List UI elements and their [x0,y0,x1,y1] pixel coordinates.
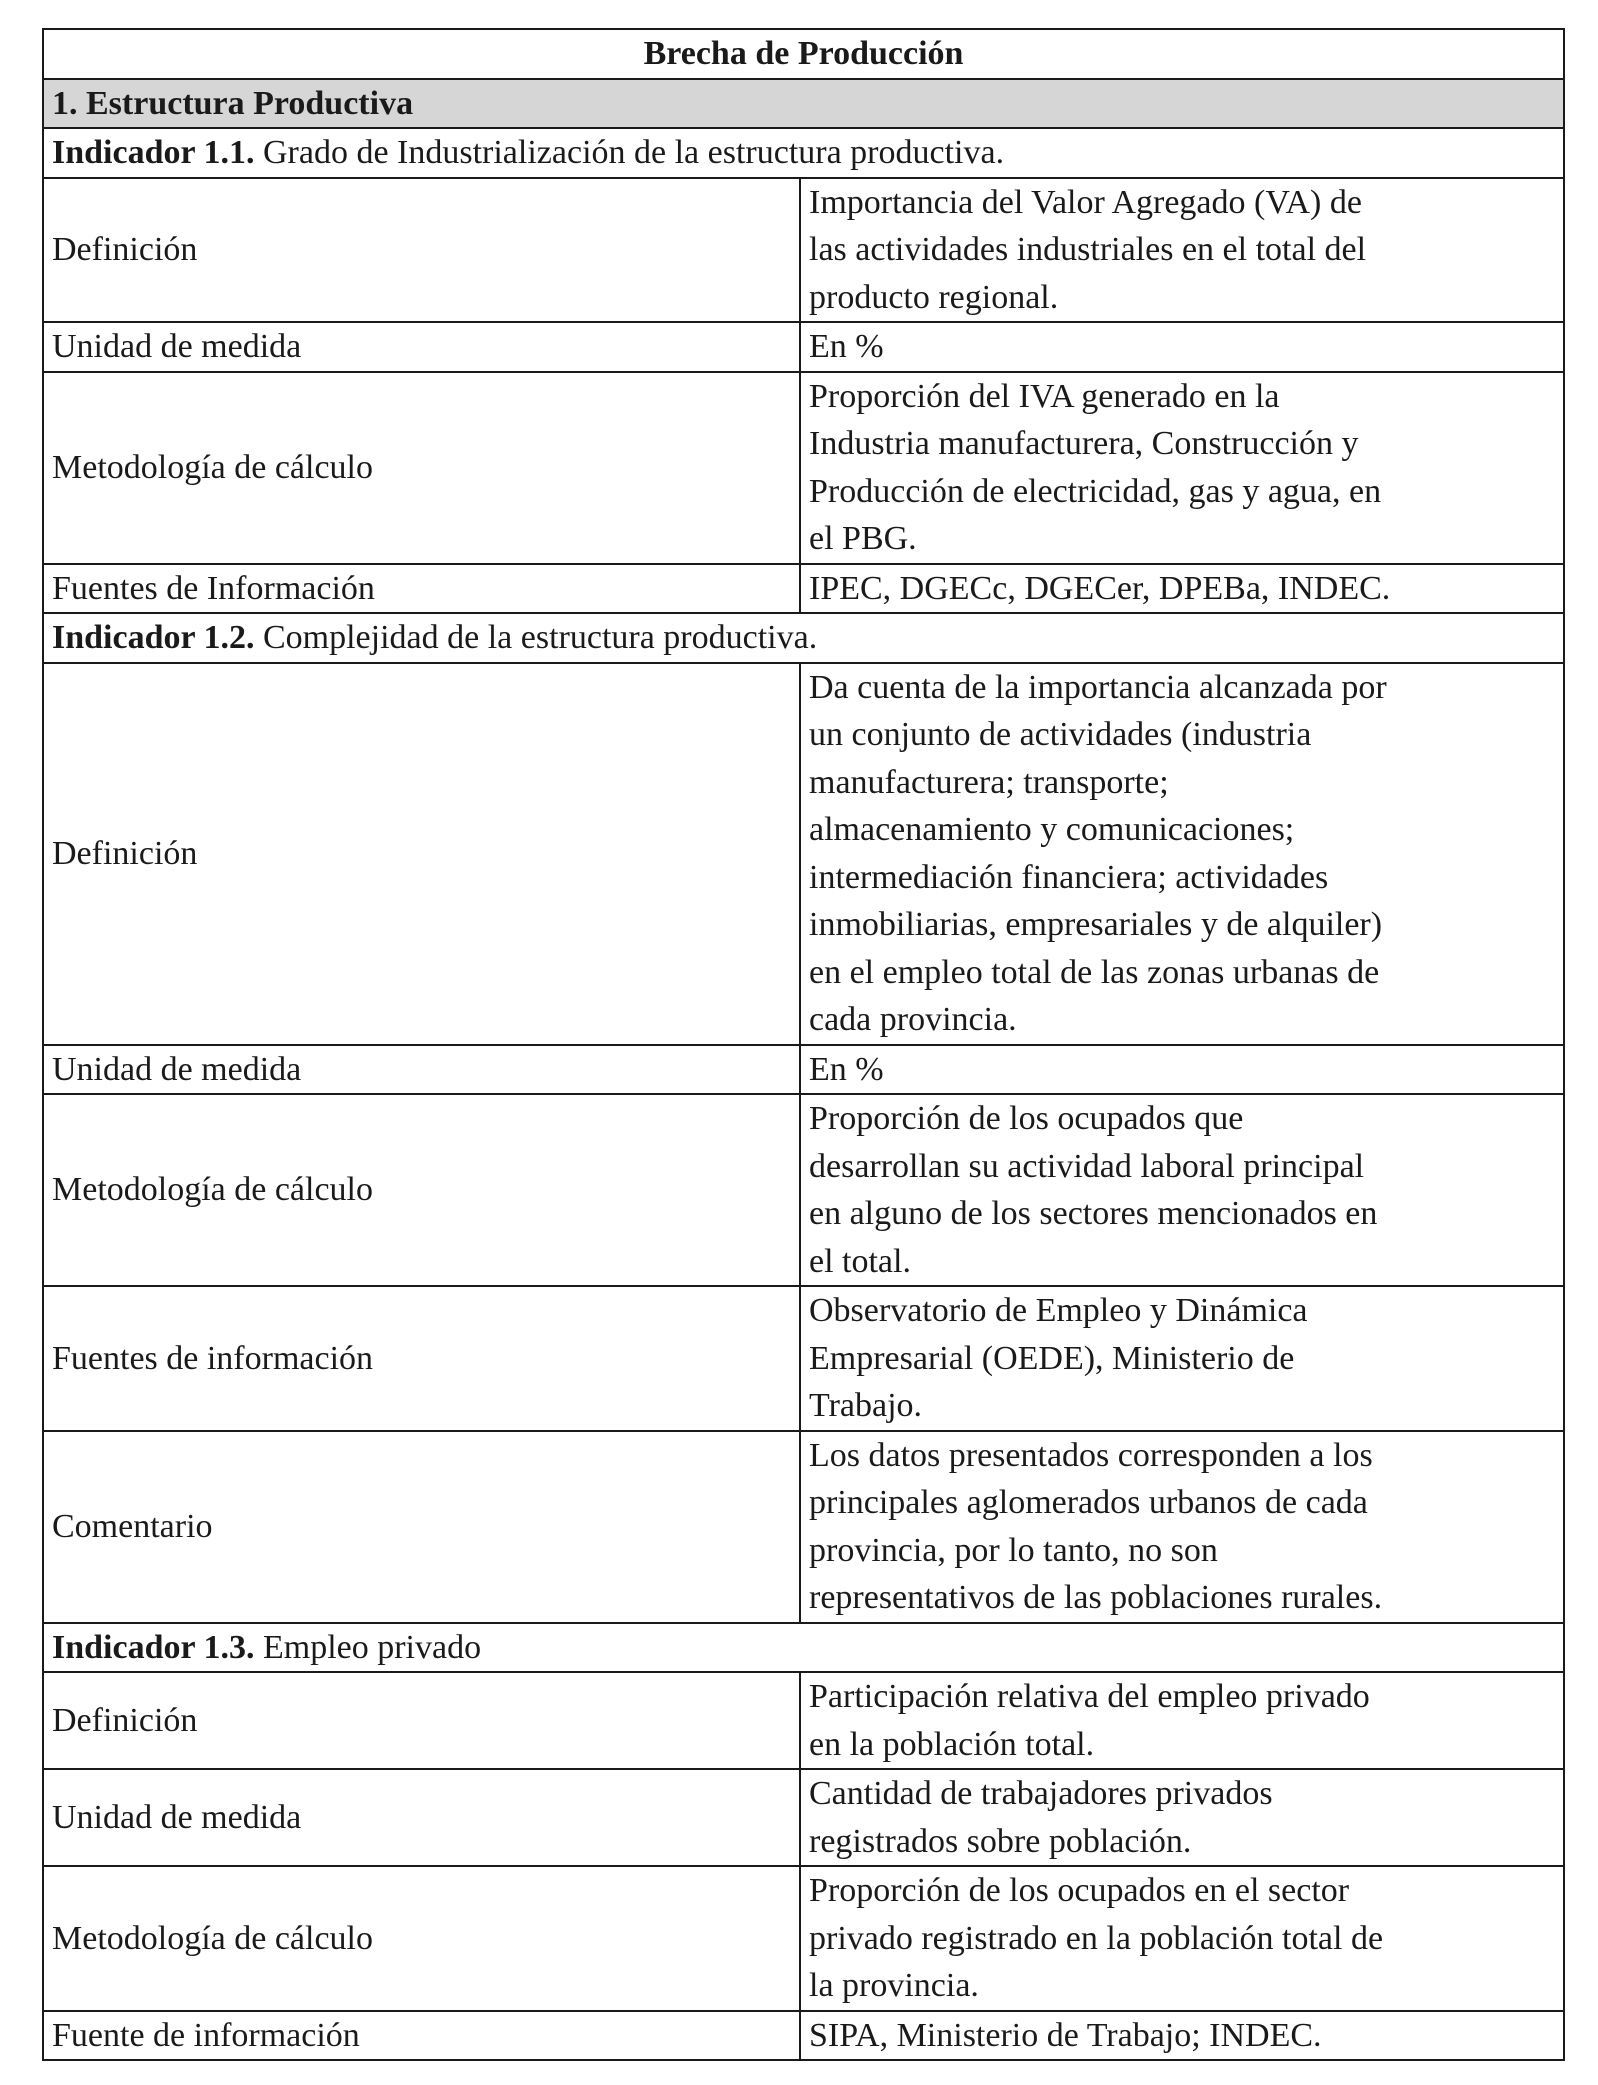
row-value [800,372,1564,564]
indicator-heading [43,613,1564,663]
value-line: las actividades industriales en el total del [809,231,1367,268]
row-value [800,1045,1564,1095]
row-label: Fuentes de información [43,1286,800,1431]
row-value [800,1286,1564,1431]
value-line: desarrollan su actividad laboral principal [809,1147,1365,1185]
table-row [43,372,1564,564]
value-line: un conjunto de actividades (industria [809,716,1312,753]
value-line: Proporción de los ocupados que [809,1100,1244,1137]
row-value [800,2011,1564,2061]
value-line: en el empleo total de las zonas urbanas de [809,953,1380,991]
row-label: Metodología de cálculo [43,1094,800,1286]
value-line: la provincia. [809,1967,979,2004]
value-line: registrados sobre población. [809,1822,1192,1860]
value-line: Participación relativa del empleo privado [809,1678,1370,1715]
value-line: provincia, por lo tanto, no son [809,1531,1218,1569]
value-line: Observatorio de Empleo y Dinámica [809,1292,1308,1329]
value-line: principales aglomerados urbanos de cada [809,1484,1368,1521]
value-line: Trabajo. [809,1387,923,1424]
row-label: Unidad de medida [43,322,800,372]
value-line: intermediación financiera; actividades [809,858,1329,896]
table-row [43,564,1564,614]
section-heading: 1. Estructura Productiva [43,79,1564,129]
value-line: el PBG. [809,520,917,557]
value-line: Empresarial (OEDE), Ministerio de [809,1339,1295,1377]
value-line: en la población total. [809,1725,1095,1763]
value-line: producto regional. [809,278,1059,316]
row-value [800,663,1564,1045]
indicator-header-row [43,128,1564,178]
table-row [43,1045,1564,1095]
row-label: Definición [43,1672,800,1769]
row-label: Comentario [43,1431,800,1623]
value-line: almacenamiento y comunicaciones; [809,811,1295,848]
indicator-name: Complejidad de la estructura productiva. [254,619,818,656]
table-row [43,1769,1564,1866]
value-line: Proporción de los ocupados en el sector [809,1872,1350,1909]
indicator-heading [43,1623,1564,1673]
row-value [800,1866,1564,2011]
value-line: inmobiliarias, empresariales y de alquiler) [809,906,1383,943]
value-line: representativos de las poblaciones rurales. [809,1579,1383,1616]
row-label: Unidad de medida [43,1045,800,1095]
table-row [43,2011,1564,2061]
value-line: SIPA, Ministerio de Trabajo; INDEC. [809,2016,1322,2054]
indicator-label: Indicador 1.3. [52,1628,255,1666]
indicator-name: Empleo privado [254,1628,482,1666]
table-row [43,1286,1564,1431]
value-line: Producción de electricidad, gas y agua, en [809,472,1382,510]
row-value [800,1672,1564,1769]
row-label: Metodología de cálculo [43,372,800,564]
value-line: manufacturera; transporte; [809,763,1169,801]
value-line: Proporción del IVA generado en la [809,377,1280,415]
row-value [800,1094,1564,1286]
row-label: Fuente de información [43,2011,800,2061]
value-line: Da cuenta de la importancia alcanzada por [809,668,1387,706]
row-value [800,1769,1564,1866]
row-label: Unidad de medida [43,1769,800,1866]
value-line: cada provincia. [809,1001,1017,1038]
value-line: Cantidad de trabajadores privados [809,1775,1273,1812]
row-value [800,178,1564,323]
indicator-name: Grado de Industrialización de la estructura productiva. [254,134,1005,171]
table-row [43,1431,1564,1623]
table-row [43,1866,1564,2011]
value-line: el total. [809,1242,911,1280]
value-line: en alguno de los sectores mencionados en [809,1195,1378,1232]
row-label: Definición [43,663,800,1045]
table-row [43,322,1564,372]
row-value [800,322,1564,372]
indicator-header-row [43,1623,1564,1673]
row-label: Fuentes de Información [43,564,800,614]
table-row [43,663,1564,1045]
indicator-heading [43,128,1564,178]
indicator-label: Indicador 1.2. [52,619,255,656]
table-row [43,1094,1564,1286]
value-line: Importancia del Valor Agregado (VA) de [809,183,1362,221]
table-row [43,178,1564,323]
value-line: IPEC, DGECc, DGECer, DPEBa, INDEC. [809,569,1391,607]
table-title: Brecha de Producción [43,29,1564,79]
row-label: Metodología de cálculo [43,1866,800,2011]
value-line: Los datos presentados corresponden a los [809,1436,1373,1474]
value-line: En % [809,328,884,365]
value-line: Industria manufacturera, Construcción y [809,425,1359,462]
table-row [43,1672,1564,1769]
title-row [43,29,1564,79]
indicator-table-body [43,29,1564,2060]
row-label: Definición [43,178,800,323]
row-value [800,564,1564,614]
section-row [43,79,1564,129]
indicator-label: Indicador 1.1. [52,134,255,171]
value-line: En % [809,1050,884,1088]
row-value [800,1431,1564,1623]
indicator-header-row [43,613,1564,663]
value-line: privado registrado en la población total de [809,1919,1384,1957]
indicator-table [42,28,1565,2061]
